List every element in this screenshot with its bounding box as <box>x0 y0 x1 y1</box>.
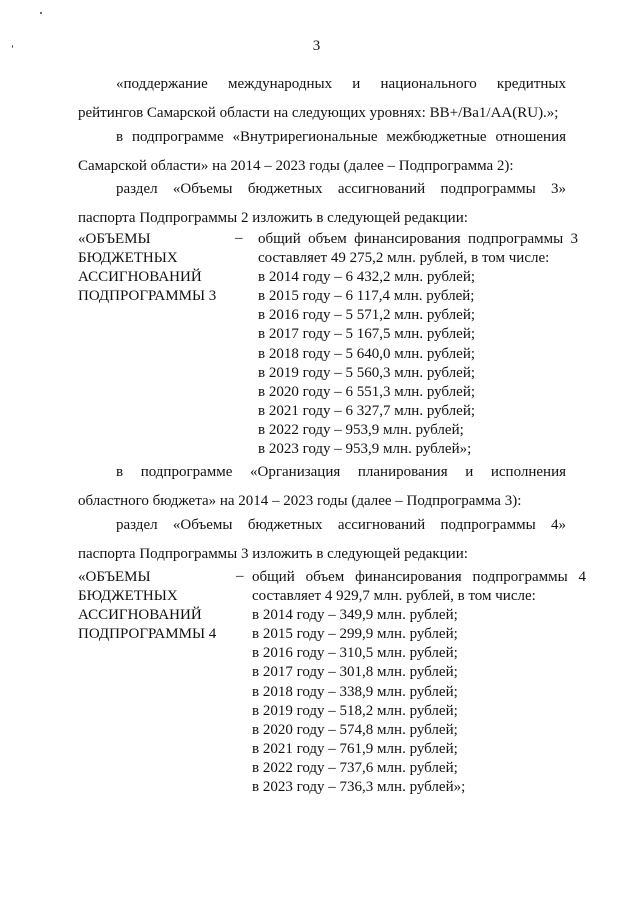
allocation-line: в 2023 году – 953,9 млн. рублей»; <box>258 441 472 458</box>
allocation-line: в 2016 году – 5 571,2 млн. рублей; <box>258 307 476 324</box>
paragraph <box>78 70 566 128</box>
paragraph <box>78 458 566 516</box>
allocation-line: в 2020 году – 574,8 млн. рублей; <box>252 721 458 738</box>
label-line: АССИГНОВАНИЙ <box>78 607 202 623</box>
paragraph <box>78 511 566 569</box>
paragraph-line: паспорта Подпрограммы 2 изложить в следующей редакции: <box>78 210 468 226</box>
scan-speck <box>40 12 42 14</box>
allocation-line: в 2015 году – 299,9 млн. рублей; <box>252 626 458 643</box>
paragraph-line: в подпрограмме «Внутрирегиональные межбюджетные отношения <box>116 129 566 145</box>
allocation-line: в 2019 году – 518,2 млн. рублей; <box>252 702 458 719</box>
allocation-line: в 2018 году – 338,9 млн. рублей; <box>252 683 458 700</box>
paragraph-line: областного бюджета» на 2014 – 2023 годы (далее – Подпрограмма 3): <box>78 493 522 509</box>
allocation-line: в 2022 году – 953,9 млн. рублей; <box>258 421 464 438</box>
label-line: АССИГНОВАНИЙ <box>78 269 202 285</box>
allocation-line: в 2016 году – 310,5 млн. рублей; <box>252 645 458 662</box>
paragraph-line: паспорта Подпрограммы 3 изложить в следующей редакции: <box>78 546 468 562</box>
paragraph-line: Самарской области» на 2014 – 2023 годы (далее – Подпрограмма 2): <box>78 158 514 174</box>
allocation-line: в 2020 году – 6 551,3 млн. рублей; <box>258 383 476 400</box>
dash: – <box>235 230 243 246</box>
allocation-list <box>258 230 578 459</box>
allocation-line: в 2021 году – 761,9 млн. рублей; <box>252 740 458 757</box>
block-label <box>78 568 216 644</box>
label-line: ПОДПРОГРАММЫ 3 <box>78 288 217 304</box>
allocation-line: составляет 4 929,7 млн. рублей, в том числе: <box>252 588 536 605</box>
allocation-line: в 2022 году – 737,6 млн. рублей; <box>252 759 458 776</box>
paragraph-line: раздел «Объемы бюджетных ассигнований подпрограммы 3» <box>116 181 566 197</box>
allocation-line: в 2014 году – 349,9 млн. рублей; <box>252 607 458 624</box>
paragraph-line: раздел «Объемы бюджетных ассигнований подпрограммы 4» <box>116 517 566 533</box>
paragraph <box>78 123 566 181</box>
allocation-line: в 2017 году – 5 167,5 млн. рублей; <box>258 326 476 343</box>
paragraph <box>78 175 566 233</box>
allocation-line: в 2018 году – 5 640,0 млн. рублей; <box>258 345 476 362</box>
allocation-line: общий объем финансирования подпрограммы 3 <box>258 231 578 247</box>
allocation-line: в 2021 году – 6 327,7 млн. рублей; <box>258 402 476 419</box>
label-line: «ОБЪЕМЫ <box>78 569 151 585</box>
label-line: БЮДЖЕТНЫХ <box>78 588 178 604</box>
allocation-line: общий объем финансирования подпрограммы 4 <box>252 569 586 585</box>
block-label <box>78 230 216 306</box>
allocation-list <box>252 568 586 797</box>
allocation-line: в 2015 году – 6 117,4 млн. рублей; <box>258 288 475 305</box>
paragraph-line: «поддержание международных и национального кредитных <box>116 76 566 92</box>
allocation-line: в 2023 году – 736,3 млн. рублей»; <box>252 779 466 796</box>
dash: – <box>236 568 244 584</box>
page-number: 3 <box>312 38 321 54</box>
label-line: БЮДЖЕТНЫХ <box>78 250 178 266</box>
label-line: ПОДПРОГРАММЫ 4 <box>78 626 217 642</box>
allocation-line: в 2019 году – 5 560,3 млн. рублей; <box>258 364 476 381</box>
allocation-line: в 2014 году – 6 432,2 млн. рублей; <box>258 269 476 286</box>
paragraph-line: в подпрограмме «Организация планирования и исполнения <box>116 464 566 480</box>
allocation-line: составляет 49 275,2 млн. рублей, в том числе: <box>258 250 550 267</box>
paragraph-line: рейтингов Самарской области на следующих уровнях: BB+/Ba1/AA(RU).»; <box>78 105 559 121</box>
allocation-line: в 2017 году – 301,8 млн. рублей; <box>252 664 458 681</box>
label-line: «ОБЪЕМЫ <box>78 231 151 247</box>
